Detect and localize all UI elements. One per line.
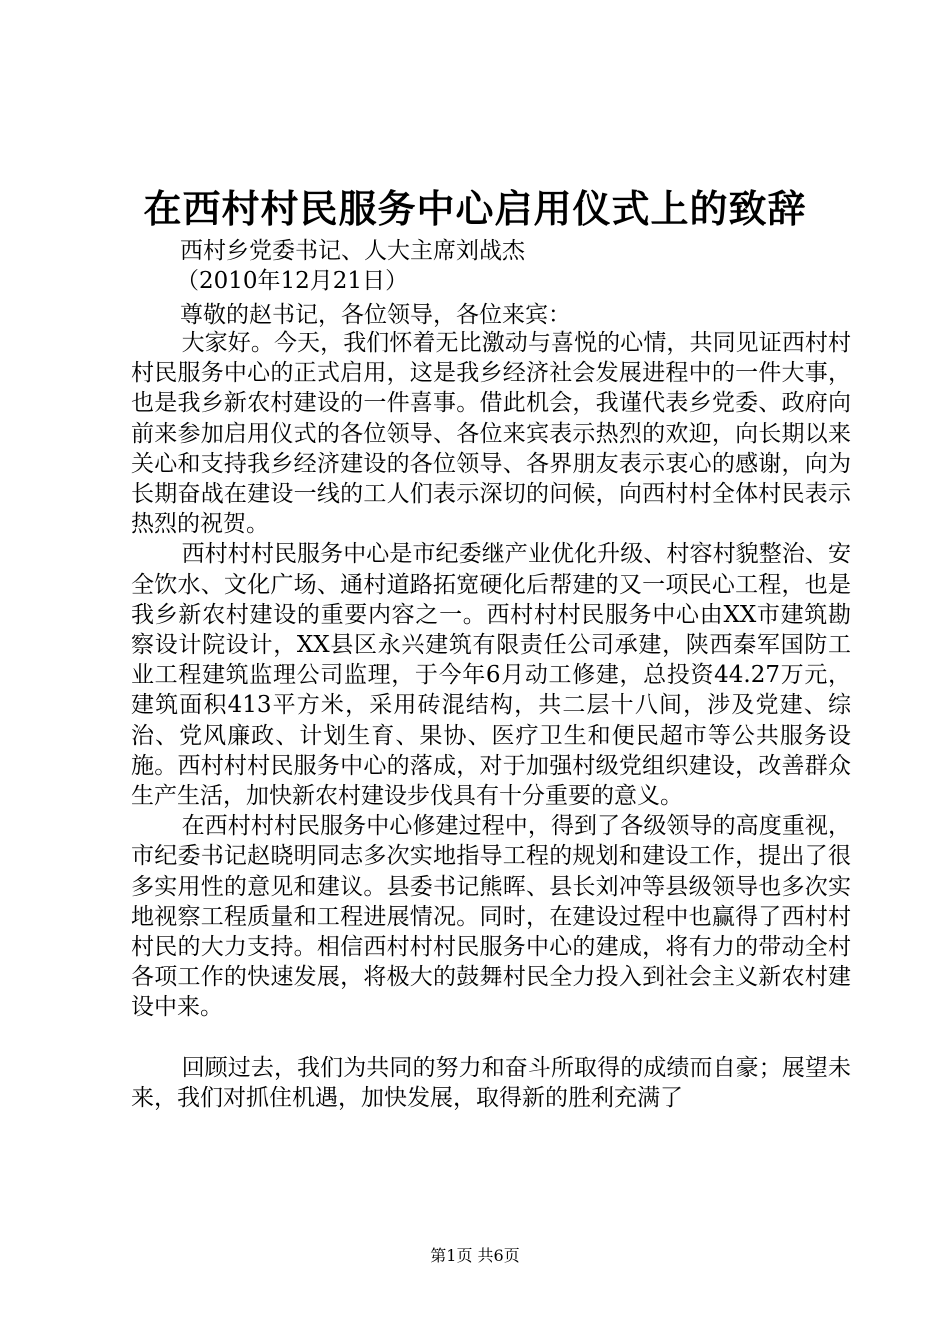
document-body	[131, 328, 851, 1113]
document-title: 在西村村民服务中心启用仪式上的致辞	[143, 186, 807, 231]
paragraph: 回顾过去，我们为共同的努力和奋斗所取得的成绩而自豪；展望未来，我们对抓住机遇，加快发展，取得新的胜利充满了	[131, 1054, 851, 1111]
paragraph: 大家好。今天，我们怀着无比激动与喜悦的心情，共同见证西村村村民服务中心的正式启用，这是我乡经济社会发展进程中的一件大事，也是我乡新农村建设的一件喜事。借此机会，我谨代表乡党委、政府向前来参加启用仪式的各位领导、各位来宾表示热烈的欢迎，向长期以来关心和支持我乡经济建设的各位领导、各界朋友表示衷心的感谢，向为长期奋战在建设一线的工人们表示深切的问候，向西村村全体村民表示热烈的祝贺。	[131, 330, 851, 538]
salutation: 尊敬的赵书记，各位领导，各位来宾：	[180, 302, 571, 328]
author-line: 西村乡党委书记、人大主席刘战杰	[180, 238, 525, 264]
page-footer: 第1页 共6页	[430, 1246, 520, 1265]
paragraph: 西村村村民服务中心是市纪委继产业优化升级、村容村貌整治、安全饮水、文化广场、通村道路拓宽硬化后帮建的又一项民心工程，也是我乡新农村建设的重要内容之一。西村村村民服务中心由XX市建筑勘察设计院设计，XX县区永兴建筑有限责任公司承建，陕西秦军国防工业工程建筑监理公司监理，于今年6月动工修建，总投资44.27万元，建筑面积413平方米，采用砖混结构，共二层十八间，涉及党建、综治、党风廉政、计划生育、果协、医疗卫生和便民超市等公共服务设施。西村村村民服务中心的落成，对于加强村级党组织建设，改善群众生产生活，加快新农村建设步伐具有十分重要的意义。	[131, 541, 851, 810]
paragraph: 在西村村村民服务中心修建过程中，得到了各级领导的高度重视，市纪委书记赵晓明同志多次实地指导工程的规划和建设工作，提出了很多实用性的意见和建议。县委书记熊晖、县长刘冲等县级领导也多次实地视察工程质量和工程进展情况。同时，在建设过程中也赢得了西村村村民的大力支持。相信西村村村民服务中心的建成，将有力的带动全村各项工作的快速发展，将极大的鼓舞村民全力投入到社会主义新农村建设中来。	[131, 813, 851, 1021]
date-line: （2010年12月21日）	[176, 268, 409, 294]
